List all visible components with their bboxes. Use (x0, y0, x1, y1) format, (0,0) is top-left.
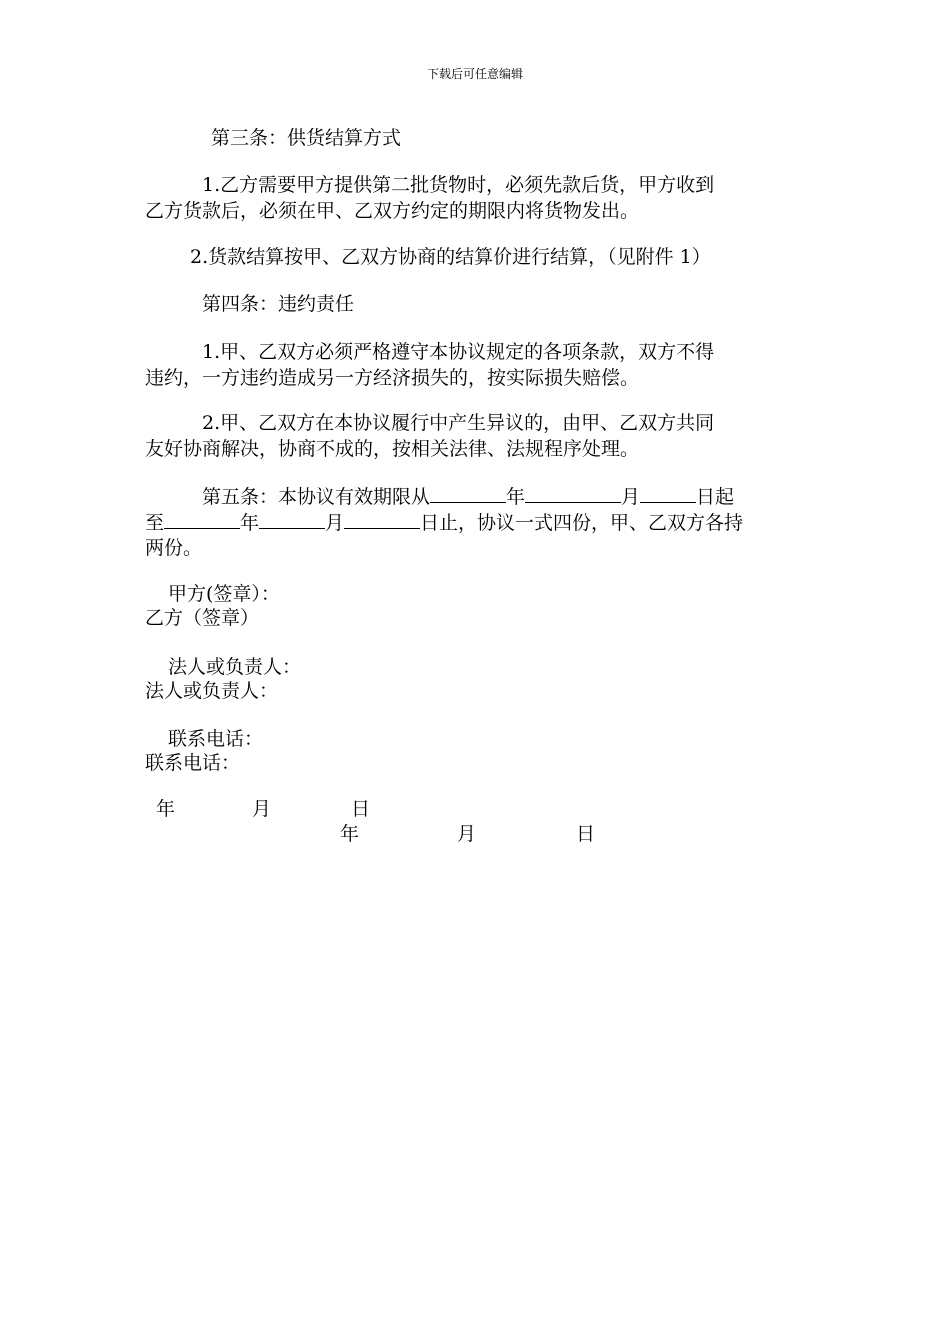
article5-line1-start: 第五条：本协议有效期限从 (202, 486, 431, 508)
party-b-seal-label: 乙方（签章） (145, 607, 260, 629)
party-a-date-month: 月 (252, 798, 272, 820)
article5-line2-start: 至 (145, 512, 165, 534)
start-year-blank[interactable] (430, 483, 506, 503)
party-a-date-day: 日 (351, 798, 371, 820)
article3-p2: 2.货款结算按甲、乙双方协商的结算价进行结算，（见附件 1） (190, 246, 711, 268)
article4-p2-line2: 友好协商解决，协商不成的，按相关法律、法规程序处理。 (145, 438, 640, 460)
end-year-label: 年 (240, 512, 260, 534)
start-day-label: 日起 (696, 486, 735, 508)
party-b-date-day: 日 (576, 823, 596, 845)
article3-p1-line2: 乙方货款后，必须在甲、乙双方约定的期限内将货物发出。 (145, 200, 640, 222)
party-b-date-year: 年 (340, 823, 360, 845)
article5-line2 (145, 509, 743, 536)
party-a-phone-label: 联系电话： (168, 728, 264, 750)
article4-title: 第四条：违约责任 (202, 293, 355, 315)
start-year-label: 年 (506, 486, 526, 508)
article4-p1-line2: 违约，一方违约造成另一方经济损失的，按实际损失赔偿。 (145, 367, 640, 389)
article5-line1 (202, 483, 734, 510)
page-header-note: 下载后可任意编辑 (426, 67, 523, 81)
article3-title: 第三条：供货结算方式 (211, 127, 402, 149)
article3-p1-line1: 1.乙方需要甲方提供第二批货物时，必须先款后货，甲方收到 (202, 174, 715, 196)
end-year-blank[interactable] (164, 509, 240, 529)
end-month-blank[interactable] (259, 509, 325, 529)
article4-p1-line1: 1.甲、乙双方必须严格遵守本协议规定的各项条款，双方不得 (202, 341, 715, 363)
party-b-rep-label: 法人或负责人： (145, 680, 279, 702)
party-b-phone-label: 联系电话： (145, 752, 241, 774)
end-day-blank[interactable] (344, 509, 420, 529)
party-a-date-year: 年 (156, 798, 176, 820)
end-month-label: 月 (325, 512, 345, 534)
start-day-blank[interactable] (640, 483, 696, 503)
article4-p2-line1: 2.甲、乙双方在本协议履行中产生异议的，由甲、乙双方共同 (202, 412, 715, 434)
start-month-label: 月 (621, 486, 641, 508)
party-a-rep-label: 法人或负责人： (168, 656, 302, 678)
party-a-seal-label: 甲方(签章）： (168, 583, 280, 605)
end-day-label: 日止，协议一式四份，甲、乙双方各持 (420, 512, 744, 534)
article5-line3: 两份。 (145, 537, 203, 559)
start-month-blank[interactable] (525, 483, 621, 503)
party-b-date-month: 月 (457, 823, 477, 845)
